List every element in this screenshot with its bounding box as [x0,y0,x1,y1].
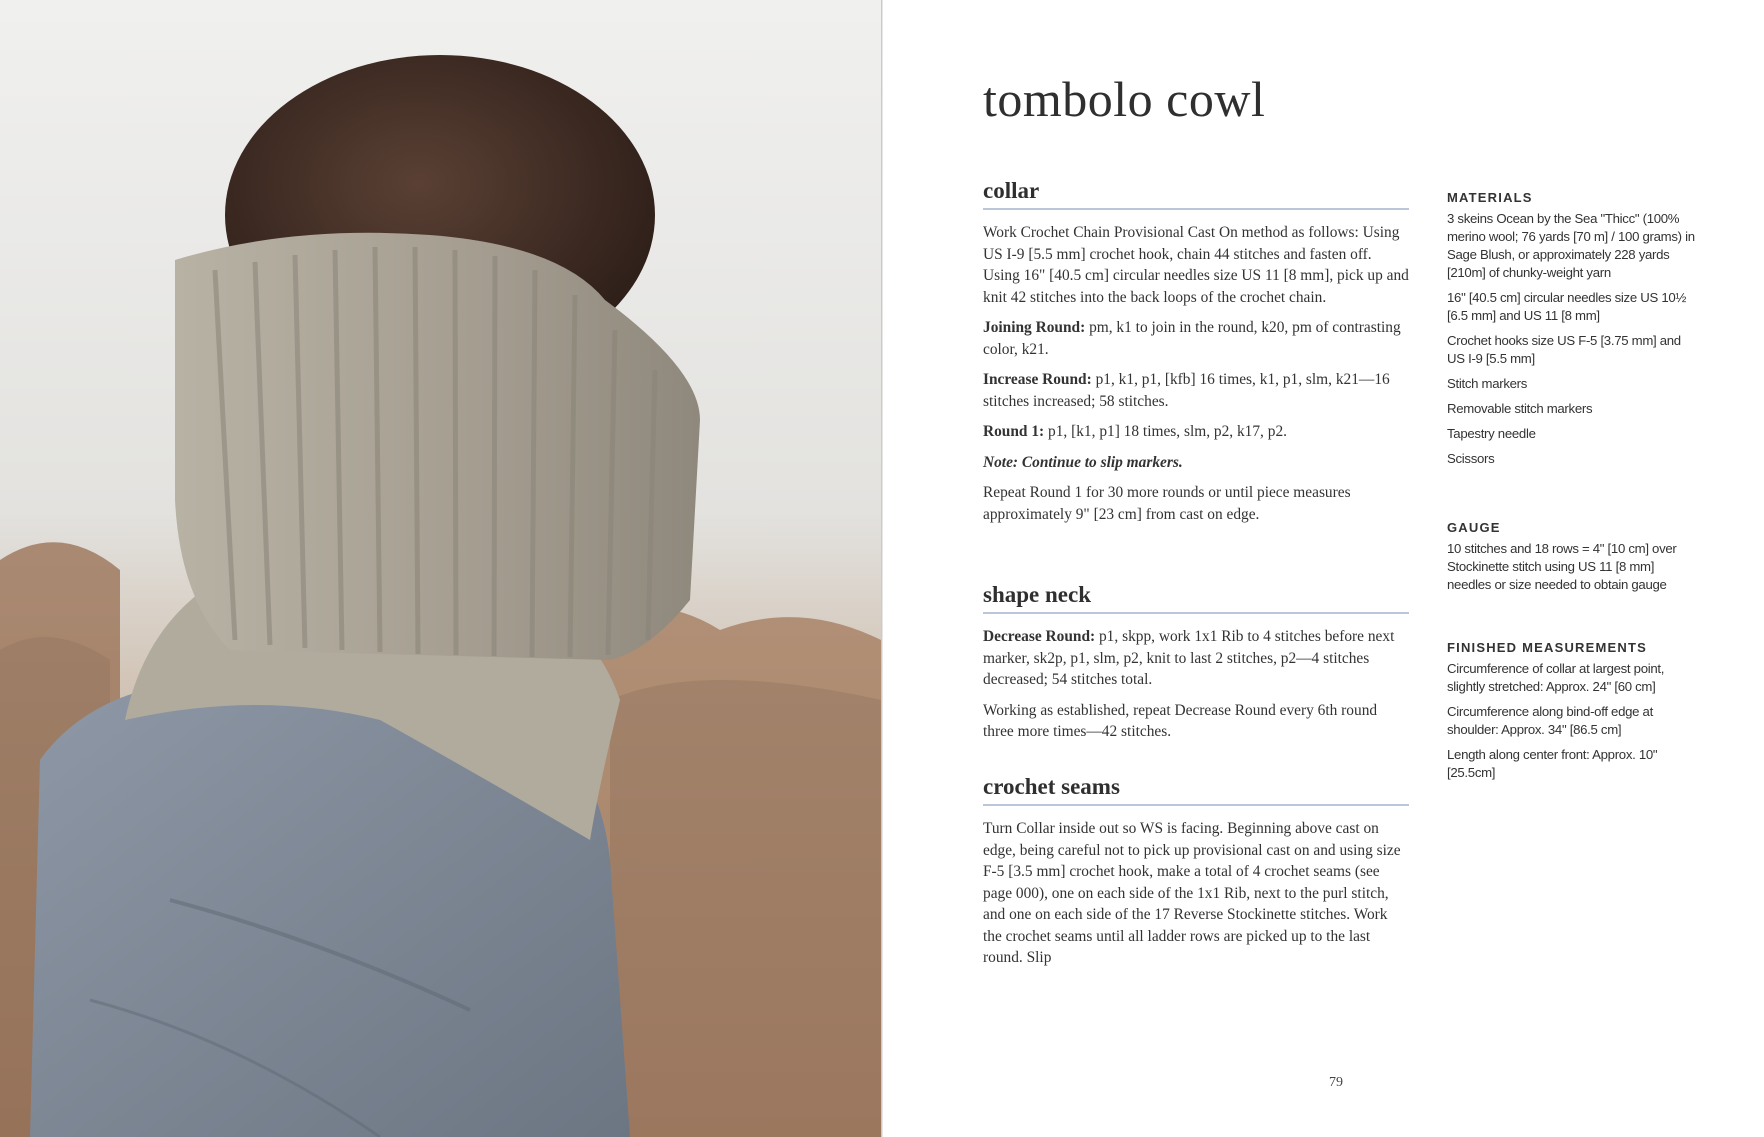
materials-item: Removable stitch markers [1447,401,1593,416]
photo-illustration [0,0,881,1137]
joining-round [983,317,1409,360]
round-1 [983,421,1409,443]
increase-round-label: Increase Round: [983,371,1092,388]
repeat-round-text: Repeat Round 1 for 30 more rounds or until piece measures approximately 9" [23 cm] from cast on edge. [983,484,1351,523]
book-gutter [881,0,883,1137]
working-established-text: Working as established, repeat Decrease Round every 6th round three more times—42 stitches. [983,701,1378,740]
decrease-round-label: Decrease Round: [983,628,1096,645]
decrease-round [983,626,1409,691]
measurement-item: Length along center front: Approx. 10" [25.5cm] [1447,747,1658,780]
pattern-title: tombolo cowl [983,71,1266,127]
collar-intro: Work Crochet Chain Provisional Cast On method as follows: Using US I-9 [5.5 mm] crochet hook, chain 44 stitches and fasten off. Using 16" [40.5 cm] circular needles size US 11 [8 mm], pick up and knit 42 stitches into the back loops of the crochet chain. [983,224,1409,306]
shape-neck-section [983,582,1409,743]
finished-measurements-block [1447,640,1697,782]
model-photo [0,0,881,1137]
page-number: 79 [1329,1075,1343,1090]
increase-round [983,369,1409,412]
decrease-round-text: p1, skpp, work 1x1 Rib to 4 stitches before next marker, sk2p, p1, slm, p2, knit to last 2 stitches, p2—4 stitches decreased; 54 stitches total. [983,628,1395,688]
measurement-item: Circumference of collar at largest point, slightly stretched: Approx. 24" [60 cm] [1447,661,1665,694]
joining-round-text: pm, k1 to join in the round, k20, pm of contrasting color, k21. [983,319,1401,358]
materials-block [1447,190,1697,468]
materials-item: Stitch markers [1447,376,1528,391]
pattern-page [884,0,1764,1137]
joining-round-label: Joining Round: [983,319,1086,336]
materials-item: Scissors [1447,451,1495,466]
increase-round-text: p1, k1, p1, [kfb] 16 times, k1, p1, slm, k21—16 stitches increased; 58 stitches. [983,371,1390,410]
materials-heading: MATERIALS [1447,190,1533,205]
gauge-heading: GAUGE [1447,520,1501,535]
materials-item: 3 skeins Ocean by the Sea "Thicc" (100% merino wool; 76 yards [70 m] / 100 grams) in Sage Blush, or approximately 228 yards [210m] of chunky-weight yarn [1447,211,1695,280]
round-1-text: p1, [k1, p1] 18 times, slm, p2, k17, p2. [1044,423,1287,440]
materials-item: Tapestry needle [1447,426,1536,441]
slip-markers-note: Note: Continue to slip markers. [983,453,1183,471]
round-1-label: Round 1: [983,423,1045,440]
shape-neck-heading: shape neck [983,582,1409,614]
gauge-text: 10 stitches and 18 rows = 4" [10 cm] over Stockinette stitch using US 11 [8 mm] needles or size needed to obtain gauge [1447,541,1677,592]
collar-section [983,178,1409,525]
measurement-item: Circumference along bind-off edge at shoulder: Approx. 34" [86.5 cm] [1447,704,1653,737]
gauge-block [1447,520,1697,594]
materials-item: Crochet hooks size US F-5 [3.75 mm] and US I-9 [5.5 mm] [1447,333,1681,366]
collar-heading: collar [983,178,1409,210]
crochet-seams-heading: crochet seams [983,774,1409,806]
crochet-seams-section [983,774,1409,969]
materials-item: 16" [40.5 cm] circular needles size US 10½ [6.5 mm] and US 11 [8 mm] [1447,290,1687,323]
crochet-seams-text: Turn Collar inside out so WS is facing. Beginning above cast on edge, being careful not to pick up provisional cast on and using size F-5 [3.5 mm] crochet hook, make a total of 4 crochet seams (see page 000), one on each side of the 1x1 Rib, next to the purl stitch, and one on each side of the 17 Reverse Stockinette stitches. Work the crochet seams until all ladder rows are picked up to the last round. Slip [983,820,1401,966]
finished-measurements-heading: FINISHED MEASUREMENTS [1447,640,1647,655]
